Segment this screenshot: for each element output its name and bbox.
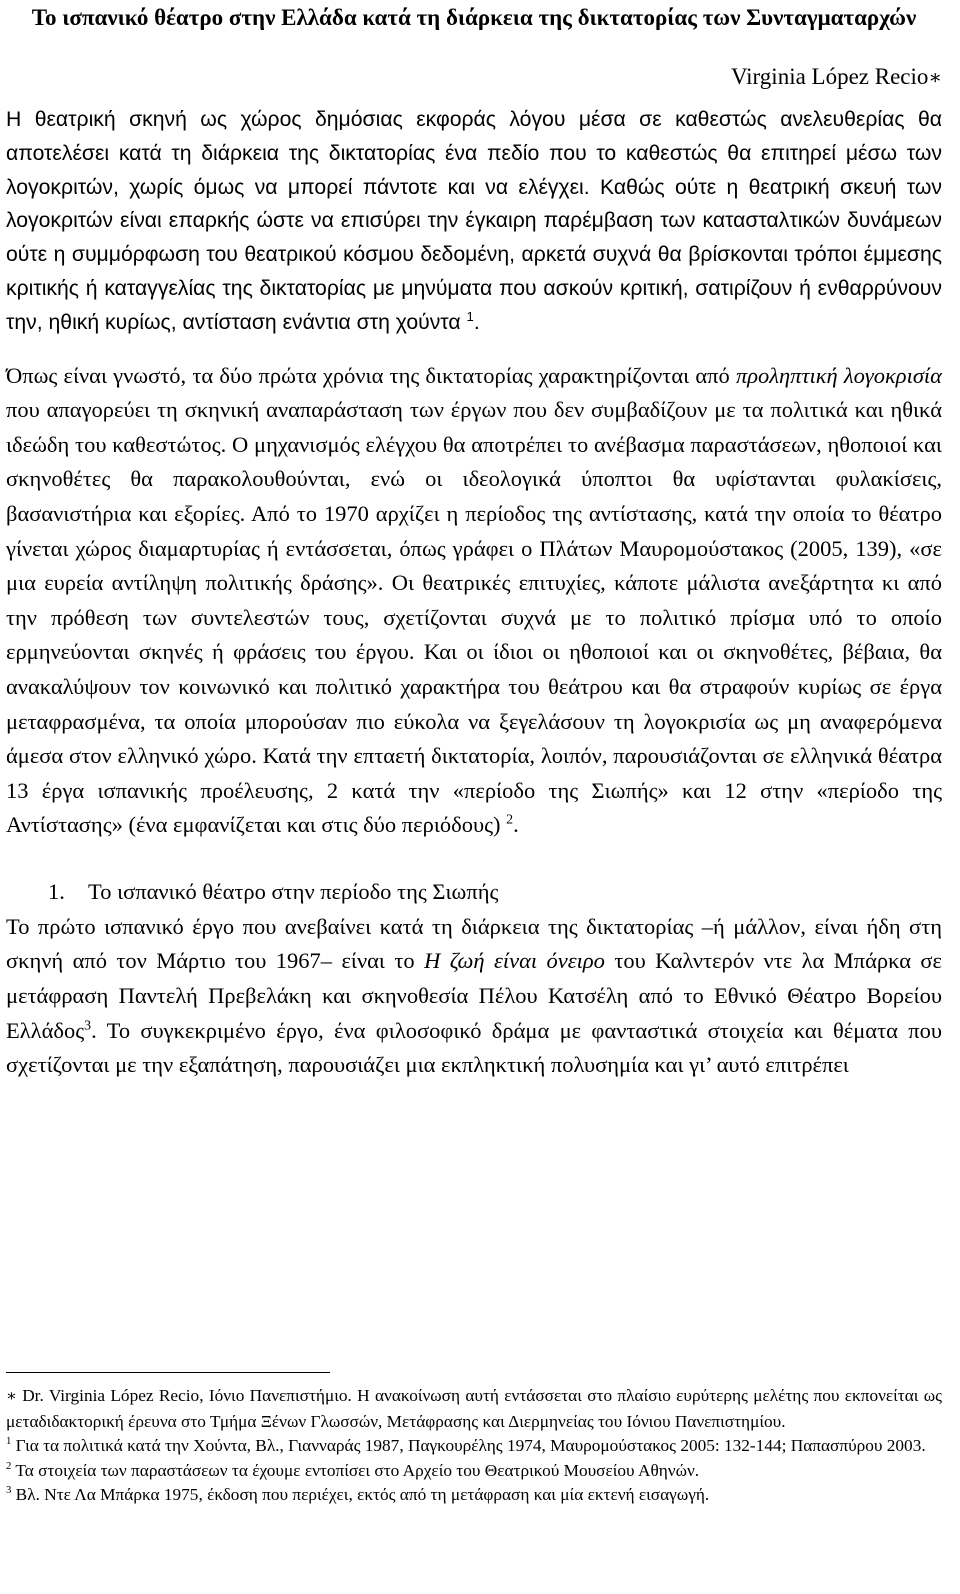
body-paragraph-2 bbox=[6, 359, 942, 843]
intro-text: Η θεατρική σκηνή ως χώρος δημόσιας εκφοράς λόγου μέσα σε καθεστώς ανελευθερίας θα αποτελέσει κατά τη διάρκεια της δικτατορίας ένα πεδίο που το καθεστώς θα επιτηρεί μέσω των λογοκριτών, χωρίς όμως να μπορεί πάντοτε και να ελέγχει. Καθώς ούτε η θεατρική σκευή των λογοκριτών είναι επαρκής ώστε να επισύρει την έγκαιρη παρέμβαση των κατασταλτικών δυνάμεων ούτε η συμμόρφωση του θεατρικού κόσμου δεδομένη, αρκετά συχνά θα βρίσκονται τρόποι έμμεσης κριτικής ή καταγγελίας της δικτατορίας με μηνύματα που ασκούν κριτική, σατιρίζουν ή ενθαρρύνουν την, ηθική κυρίως, αντίσταση ενάντια στη χούντα bbox=[6, 108, 942, 334]
author-footnote-mark: ∗ bbox=[928, 67, 942, 89]
intro-paragraph bbox=[6, 103, 942, 340]
para3-text-3: . Το συγκεκριμένο έργο, ένα φιλοσοφικό δράμα με φανταστικά στοιχεία και θέματα που σχετίζονται με την εξαπάτηση, παρουσιάζει μια εκπληκτική πολυσημία και γι’ αυτό επιτρέπει bbox=[6, 1017, 942, 1078]
footnote-mark: 3 bbox=[6, 1484, 12, 1497]
footnotes-section bbox=[6, 1384, 942, 1508]
para3-text-2: του Καλντερόν ντε λα Μπάρκα σε μετάφραση Παντελή Πρεβελάκη και σκηνοθεσία Πέλου Κατσέλη από το Εθνικό Θέατρο Βορείου Ελλάδος bbox=[6, 948, 942, 1043]
footnote-text: Dr. Virginia López Recio, Ιόνιο Πανεπιστήμιο. Η ανακοίνωση αυτή εντάσσεται στο πλαίσιο ευρύτερης μελέτης που εκπονείται ως μεταδιδακτορική έρευνα στο Τμήμα Ξένων Γλωσσών, Μετάφρασης και Διερμηνείας του Ιόνιου Πανεπιστημίου. bbox=[6, 1386, 942, 1431]
footnote-mark: 1 bbox=[6, 1435, 12, 1448]
footnote-mark: 2 bbox=[6, 1460, 12, 1473]
footnote-text: Βλ. Ντε Λα Μπάρκα 1975, έκδοση που περιέχει, εκτός από τη μετάφραση και μία εκτενή εισαγωγή. bbox=[11, 1485, 710, 1505]
footnote-1 bbox=[6, 1434, 942, 1459]
paper-title: Το ισπανικό θέατρο στην Ελλάδα κατά τη διάρκεια της δικτατορίας των Συνταγματαρχών bbox=[31, 5, 917, 30]
para3-italic-title: Η ζωή είναι όνειρο bbox=[424, 948, 605, 974]
author-line bbox=[6, 62, 942, 93]
footnote-2 bbox=[6, 1459, 942, 1484]
section-number: 1. bbox=[48, 878, 65, 904]
footnote-author bbox=[6, 1384, 942, 1434]
section-title: Το ισπανικό θέατρο στην περίοδο της Σιωπής bbox=[88, 878, 499, 904]
footnote-3 bbox=[6, 1483, 942, 1508]
footnote-separator bbox=[6, 1372, 330, 1373]
section-heading bbox=[6, 876, 942, 908]
intro-end: . bbox=[473, 310, 480, 334]
para2-italic-term: προληπτική λογοκρισία bbox=[735, 362, 942, 388]
footnote-mark: ∗ bbox=[6, 1388, 17, 1405]
para2-text-1: Όπως είναι γνωστό, τα δύο πρώτα χρόνια της δικτατορίας χαρακτηρίζονται από bbox=[6, 362, 736, 388]
body-paragraph-3 bbox=[6, 910, 942, 1083]
para3-text-1: Το πρώτο ισπανικό έργο που ανεβαίνει κατά τη διάρκεια της δικτατορίας –ή μάλλον, είναι ήδη στη σκηνή από τον Μάρτιο του 1967– είναι το bbox=[6, 913, 942, 974]
footnote-text: Τα στοιχεία των παραστάσεων τα έχουμε εντοπίσει στο Αρχείο του Θεατρικού Μουσείου Αθηνών. bbox=[11, 1460, 700, 1480]
para2-end: . bbox=[513, 812, 519, 838]
footnote-ref-2[interactable]: 2 bbox=[506, 812, 514, 828]
footnote-text: Για τα πολιτικά κατά την Χούντα, Βλ., Γιανναράς 1987, Παγκουρέλης 1974, Μαυρομούστακος 2005: 132-144; Παπασπύρου 2003. bbox=[11, 1436, 926, 1456]
author-name: Virginia López Recio bbox=[730, 64, 929, 89]
footnote-ref-3[interactable]: 3 bbox=[84, 1018, 92, 1034]
para2-text-2: που απαγορεύει τη σκηνική αναπαράσταση των έργων που δεν συμβαδίζουν με τα πολιτικά και ηθικά ιδεώδη του καθεστώτος. Ο μηχανισμός ελέγχου θα αποτρέπει το ανέβασμα παραστάσεων, ηθοποιοί και σκηνοθέτες θα παρακολουθούνται, ενώ οι ιδεολογικά ύποπτοι θα υφίστανται φυλακίσεις, βασανιστήρια και εξορίες. Από το 1970 αρχίζει η περίοδος της αντίστασης, κατά την οποία το θέατρο γίνεται χώρος διαμαρτυρίας ή εντάσσεται, όπως γράφει ο Πλάτων Μαυρομούστακος (2005, 139), «σε μια ευρεία αντίληψη πολιτικής δράσης». Οι θεατρικές επιτυχίες, κάποτε μάλιστα ανεξάρτητα κι από την πρόθεση των συντελεστών τους, σχετίζονται συχνά με το πολιτικό πρίσμα υπό το οποίο ερμηνεύονται σκηνές ή φράσεις του έργου. Και οι ίδιοι οι ηθοποιοί και οι σκηνοθέτες, βέβαια, θα ανακαλύψουν τον κοινωνικό και πολιτικό χαρακτήρα του θεάτρου και θα στραφούν κυρίως σε έργα μεταφρασμένα, τα οποία μπορούσαν πιο εύκολα να ξεγελάσουν τη λογοκρισία ως μη αναφερόμενα άμεσα στον ελληνικό χώρο. Κατά την επταετή δικτατορία, λοιπόν, παρουσιάζονται σε ελληνικά θέατρα 13 έργα ισπανικής προέλευσης, 2 κατά την «περίοδο της Σιωπής» και 12 στην «περίοδο της Αντίστασης» (ένα εμφανίζεται και στις δύο περιόδους) bbox=[6, 397, 942, 838]
footnote-ref-1[interactable]: 1 bbox=[466, 308, 474, 324]
